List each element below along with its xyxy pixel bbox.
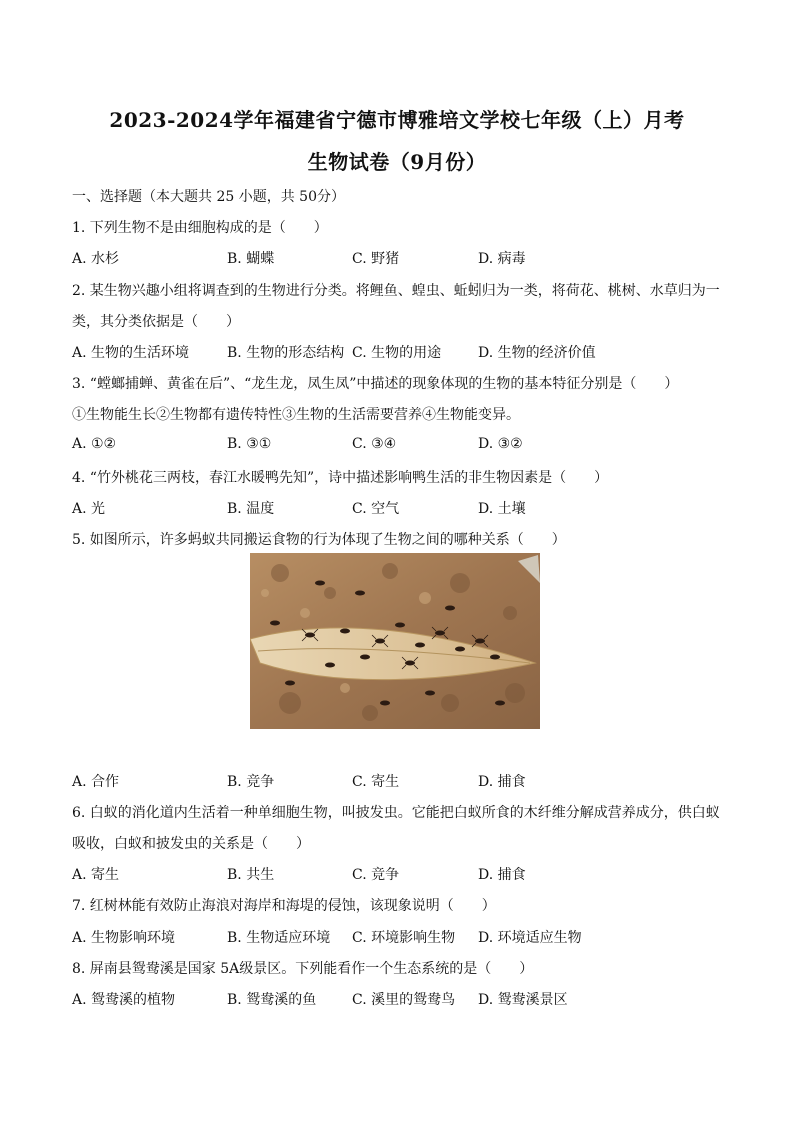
question-7-options [72,927,732,947]
option-a: A. 生物影响环境 [72,930,176,946]
option-b: B. 竞争 [227,774,275,790]
option-d: D. 土壤 [478,501,526,517]
question-8: 8. 屏南县鸳鸯溪是国家 5A级景区。下列能看作一个生态系统的是（ ） [72,961,534,977]
question-8-options [72,989,732,1009]
option-a: A. 水杉 [72,251,120,267]
option-c: C. 空气 [352,501,400,517]
question-6-line2: 吸收，白蚁和披发虫的关系是（ ） [72,836,310,852]
option-a: A. ①② [72,436,117,452]
question-7: 7. 红树林能有效防止海浪对海岸和海堤的侵蚀，该现象说明（ ） [72,898,496,914]
option-a: A. 生物的生活环境 [72,345,190,361]
option-a: A. 光 [72,501,106,517]
question-1: 1. 下列生物不是由细胞构成的是（ ） [72,220,328,236]
option-c: C. 溪里的鸳鸯鸟 [352,992,456,1008]
option-d: D. 环境适应生物 [478,930,582,946]
option-d: D. 生物的经济价值 [478,345,596,361]
option-a: A. 鸳鸯溪的植物 [72,992,176,1008]
option-a: A. 合作 [72,774,120,790]
option-d: D. 捕食 [478,774,526,790]
option-b: B. ③① [227,436,272,452]
option-c: C. 竞争 [352,867,400,883]
option-b: B. 共生 [227,867,275,883]
question-6-options [72,864,732,884]
option-c: C. 寄生 [352,774,400,790]
option-a: A. 寄生 [72,867,120,883]
question-5-options [72,771,732,791]
option-b: B. 生物适应环境 [227,930,331,946]
question-2-line1: 2. 某生物兴趣小组将调查到的生物进行分类。将鲤鱼、蝗虫、蚯蚓归为一类，将荷花、桃树、水草归为一 [72,283,720,299]
option-c: C. 野猪 [352,251,400,267]
option-c: C. 环境影响生物 [352,930,456,946]
question-4: 4. “竹外桃花三两枝，春江水暖鸭先知”，诗中描述影响鸭生活的非生物因素是（ ） [72,470,609,486]
option-c: C. ③④ [352,436,397,452]
section-heading: 一、选择题（本大题共 25 小题，共 50分） [72,189,345,205]
question-3-line2: ①生物能生长②生物都有遗传特性③生物的生活需要营养④生物能变异。 [72,407,520,423]
question-3-options [72,436,732,456]
question-2-line2: 类，其分类依据是（ ） [72,314,240,330]
question-4-options [72,498,732,518]
option-d: D. ③② [478,436,523,452]
option-b: B. 生物的形态结构 [227,345,345,361]
ants-carrying-leaf-photo [250,553,540,729]
exam-title-line2: 生物试卷（9月份） [307,150,487,174]
option-d: D. 病毒 [478,251,526,267]
option-b: B. 温度 [227,501,275,517]
question-1-options [72,248,732,268]
option-c: C. 生物的用途 [352,345,442,361]
option-d: D. 捕食 [478,867,526,883]
question-3-line1: 3. “螳螂捕蝉、黄雀在后”、“龙生龙，凤生凤”中描述的现象体现的生物的基本特征分别是（ ） [72,376,679,392]
option-b: B. 蝴蝶 [227,251,275,267]
exam-title-line1: 2023-2024学年福建省宁德市博雅培文学校七年级（上）月考 [109,108,685,132]
question-5: 5. 如图所示，许多蚂蚁共同搬运食物的行为体现了生物之间的哪种关系（ ） [72,532,566,548]
question-2-options [72,342,732,362]
question-6-line1: 6. 白蚁的消化道内生活着一种单细胞生物，叫披发虫。它能把白蚁所食的木纤维分解成营养成分，供白蚁 [72,805,720,821]
option-b: B. 鸳鸯溪的鱼 [227,992,317,1008]
option-d: D. 鸳鸯溪景区 [478,992,568,1008]
